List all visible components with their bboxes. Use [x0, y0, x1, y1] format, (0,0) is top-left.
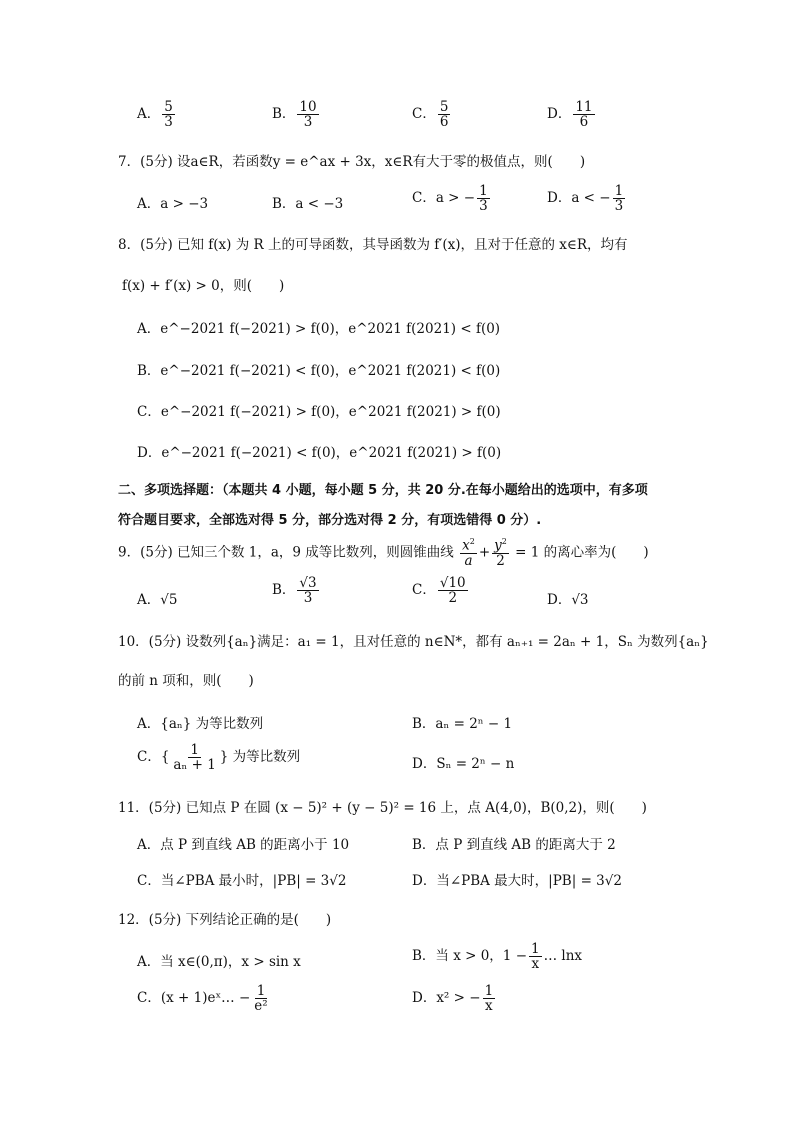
option-label: C．: [412, 582, 436, 599]
q8-option-c: C．e^−2021 f(−2021) > f(0)，e^2021 f(2021) > f(0): [137, 404, 501, 420]
option-label: D．: [547, 106, 572, 123]
q8-option-d: D．e^−2021 f(−2021) < f(0)，e^2021 f(2021) > f(0): [137, 445, 502, 461]
q8-stem-line1: 8．(5分) 已知 f(x) 为 R 上的可导函数，其导函数为 f′(x)，且对于任意的 x∈R，均有: [118, 237, 628, 253]
option-label: B．: [272, 582, 296, 599]
conic-y-term: [492, 538, 509, 568]
fraction: [297, 100, 318, 129]
denominator: 3: [164, 114, 173, 131]
numerator: √3: [299, 575, 317, 591]
denominator: aₙ + 1: [173, 757, 216, 774]
numerator: 10: [299, 99, 317, 115]
fraction: [483, 984, 496, 1013]
q12-stem: 12．(5分) 下列结论正确的是( ): [118, 912, 332, 928]
denominator: 2: [496, 552, 505, 569]
q12-option-c: [137, 984, 272, 1013]
option-label: B．: [272, 106, 296, 123]
fraction: [162, 100, 175, 129]
q11-stem: 11．(5分) 已知点 P 在圆 (x − 5)² + (y − 5)² = 16 上，点 A(4,0)，B(0,2)，则( ): [118, 800, 647, 816]
q9-stem-text-end: = 1 的离心率为( ): [515, 544, 649, 561]
q7-option-a: A．a > −3: [137, 196, 209, 212]
option-label: C．{: [137, 749, 170, 766]
q12-option-d: [412, 984, 497, 1013]
q8-option-b: B．e^−2021 f(−2021) < f(0)，e^2021 f(2021) < f(0): [137, 363, 501, 379]
fraction: [252, 984, 269, 1013]
numerator: 1: [190, 742, 199, 758]
q10-stem-line1: 10．(5分) 设数列{aₙ}满足：a₁ = 1，且对任意的 n∈N*，都有 aₙ₊₁ = 2aₙ + 1，Sₙ 为数列{aₙ}: [118, 634, 709, 650]
option-text: C．(x + 1)eˣ… −: [137, 990, 251, 1007]
conic-x-term: [460, 538, 477, 568]
section2-heading-line1: 二、多项选择题：（本题共 4 小题，每小题 5 分，共 20 分.在每小题给出的选项中，有多项: [118, 483, 648, 498]
fraction: [438, 576, 468, 605]
numerator: 1: [479, 183, 488, 199]
q10-option-d: D．Sₙ = 2ⁿ − n: [412, 756, 515, 772]
q6-option-a: [137, 100, 177, 129]
q10-option-c: [137, 743, 300, 772]
q7-option-b: B．a < −3: [272, 196, 344, 212]
q10-stem-line2: 的前 n 项和，则( ): [118, 673, 254, 689]
numerator: $x^2$: [462, 537, 475, 554]
option-text: D．a < −: [547, 190, 611, 207]
fraction: [438, 100, 451, 129]
option-text: … lnx: [543, 948, 583, 965]
q9-option-b: [272, 576, 321, 605]
numerator: 5: [439, 99, 449, 115]
denominator: e²: [254, 998, 268, 1015]
q7-option-d: [547, 184, 627, 213]
q12-option-b: [412, 942, 582, 971]
fraction: [171, 743, 217, 772]
denominator: 6: [439, 114, 449, 131]
option-label: A．: [137, 106, 161, 123]
denominator: 3: [614, 198, 624, 215]
q6-option-c: [412, 100, 452, 129]
option-text: } 为等比数列: [219, 749, 301, 766]
q6-option-b: [272, 100, 321, 129]
denominator: x: [531, 956, 540, 973]
option-text: B．当 x > 0，1 −: [412, 948, 528, 965]
denominator: x: [485, 998, 493, 1015]
denominator: 3: [303, 590, 313, 607]
q11-option-b: B．点 P 到直线 AB 的距离大于 2: [412, 837, 616, 853]
q8-stem-line2: f(x) + f′(x) > 0，则( ): [122, 278, 285, 294]
q9-option-a: A．√5: [137, 592, 178, 608]
q9-stem-text: 9．(5分) 已知三个数 1，a，9 成等比数列，则圆锥曲线: [118, 544, 454, 561]
fraction: [477, 184, 490, 213]
q11-option-c: C．当∠PBA 最小时，|PB| = 3√2: [137, 873, 347, 889]
fraction: [297, 576, 318, 605]
fraction: [529, 942, 542, 971]
numerator: 1: [531, 941, 540, 957]
fraction: [573, 100, 594, 129]
q8-option-a: A．e^−2021 f(−2021) > f(0)，e^2021 f(2021) < f(0): [137, 321, 501, 337]
q11-option-d: D．当∠PBA 最大时，|PB| = 3√2: [412, 873, 622, 889]
q12-option-a: A．当 x∈(0,π)，x > sin x: [137, 954, 301, 970]
denominator: 2: [448, 590, 458, 607]
numerator: √10: [439, 575, 466, 591]
denominator: 3: [479, 198, 488, 215]
q7-stem: 7．(5分) 设a∈R，若函数y = e^ax + 3x，x∈R有大于零的极值点，则( ): [118, 154, 586, 170]
option-text: D．x² > −: [412, 990, 481, 1007]
q10-option-b: B．aₙ = 2ⁿ − 1: [412, 716, 513, 732]
option-text: C．a > −: [412, 190, 476, 207]
denominator: a: [464, 552, 473, 569]
q10-option-a: A．{aₙ} 为等比数列: [137, 716, 264, 732]
q6-option-d: [547, 100, 597, 129]
q9-option-c: [412, 576, 470, 605]
denominator: 6: [579, 114, 589, 131]
numerator: 1: [484, 983, 494, 999]
numerator: 1: [256, 983, 266, 999]
q9-option-d: D．√3: [547, 592, 589, 608]
q11-option-a: A．点 P 到直线 AB 的距离小于 10: [137, 837, 350, 853]
denominator: 3: [303, 114, 313, 131]
option-label: C．: [412, 106, 436, 123]
fraction: [613, 184, 626, 213]
numerator: 1: [614, 183, 624, 199]
numerator: $y^2$: [494, 537, 507, 554]
q9-stem: 9．(5分) 已知三个数 1，a，9 成等比数列，则圆锥曲线 $\frac{x^2}{a}$ + $\frac{y^2}{2}$ = 1 的离心率为( ): [118, 537, 649, 569]
q7-option-c: [412, 184, 492, 213]
numerator: 11: [575, 99, 593, 115]
section2-heading-line2: 符合题目要求，全部选对得 5 分，部分选对得 2 分，有项选错得 0 分）.: [118, 513, 542, 528]
numerator: 5: [164, 99, 173, 115]
